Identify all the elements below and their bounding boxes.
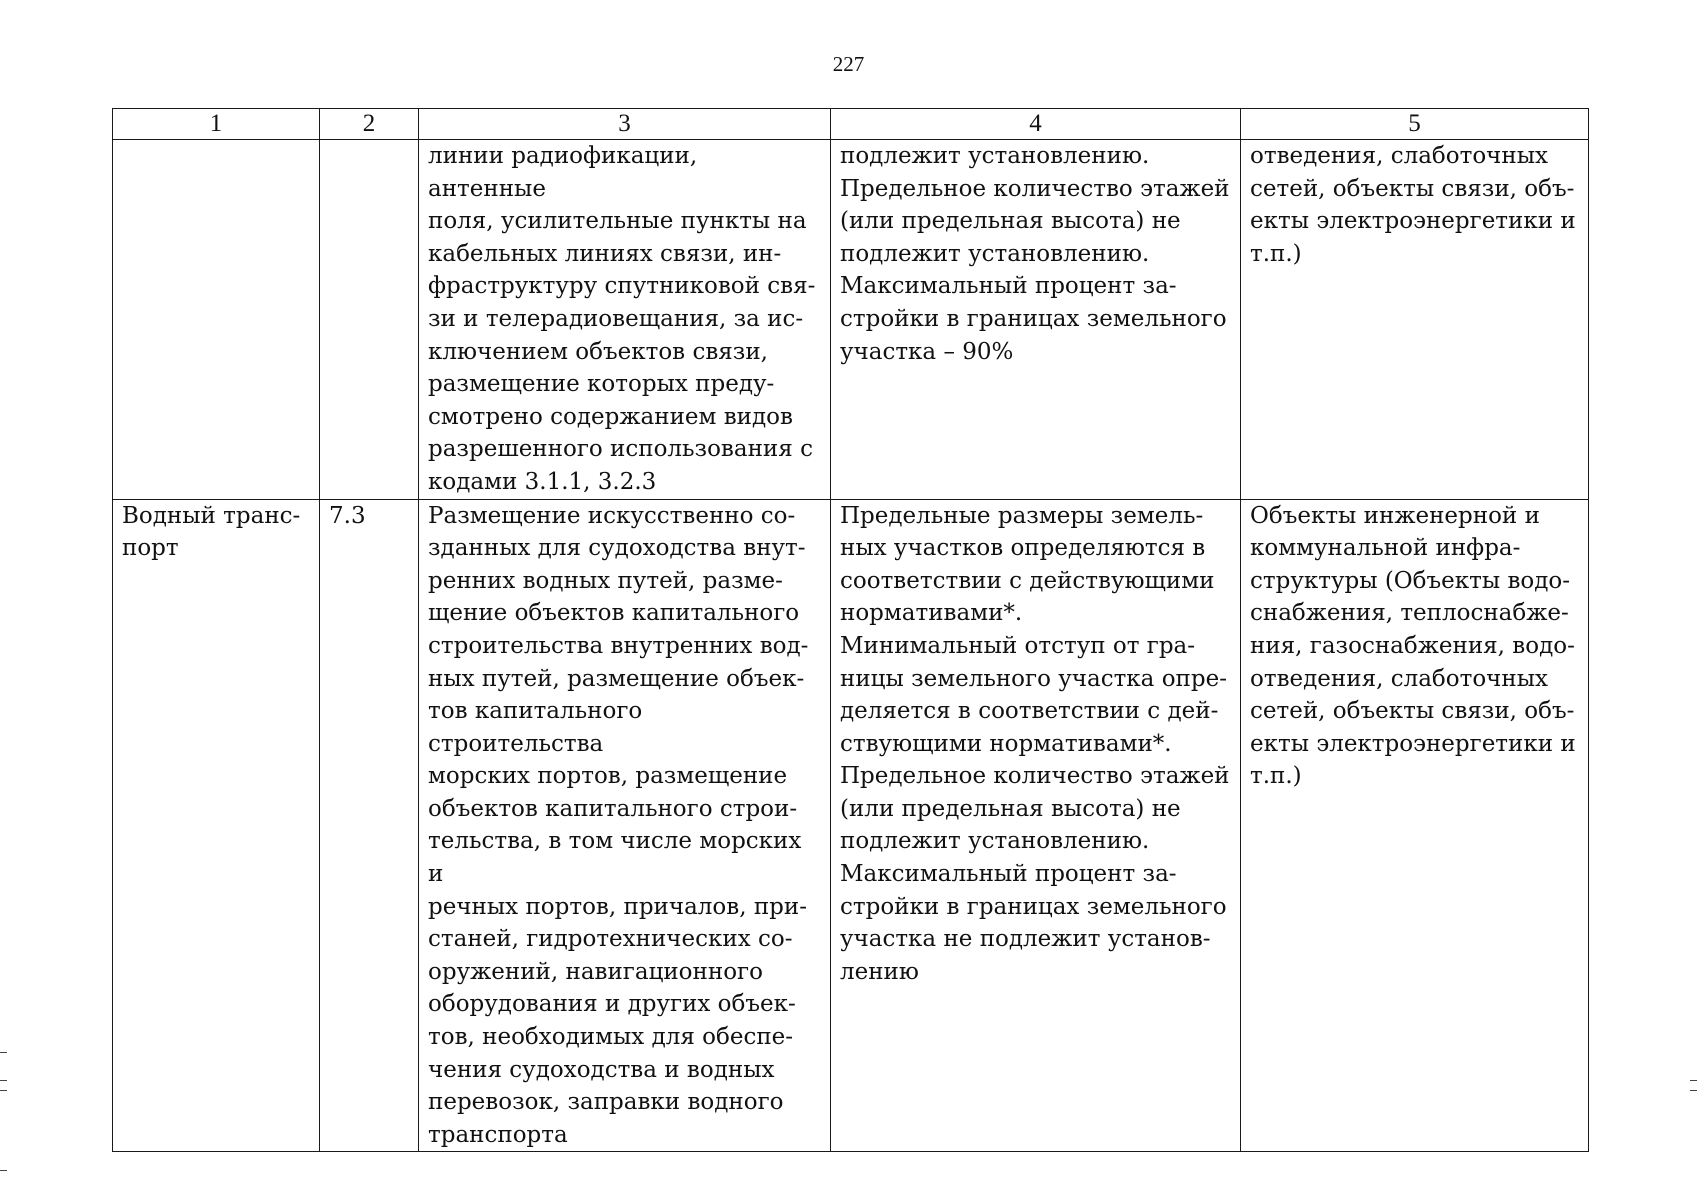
regulations-table xyxy=(112,108,1589,1152)
column-number-4: 4 xyxy=(831,109,1241,140)
use-type-code-cell xyxy=(320,140,419,500)
page-number: 227 xyxy=(832,52,865,76)
scan-edge-mark xyxy=(0,1080,7,1081)
auxiliary-cell xyxy=(1241,499,1589,1152)
use-type-description: линии радиофикации, антенные поля, усилительные пункты на кабельных линиях связи, ин- фраструктуру спутниковой свя- зи и телерадиовещания, за ис- ключением объектов связи, размещение которых преду- смотрено содержанием видов разрешенного использования с кодами 3.1.1, 3.2.3 xyxy=(428,143,816,495)
use-type-description: Размещение искусственно со- зданных для судоходства внут- ренних водных путей, разме- щение объектов капитального строительства внутренних вод- ных путей, размещение объек- тов капитального строительства морских портов, размещение объектов капитального строи- тельства, в том числе морских и речных портов, причалов, при- станей, гидротехнических со- оружений, навигационного оборудования и других объек- тов, необходимых для обеспе- чения судоходства и водных перевозок, заправки водного транспорта xyxy=(428,502,809,1148)
parameters-cell xyxy=(831,499,1241,1152)
auxiliary-cell xyxy=(1241,140,1589,500)
auxiliary-uses: Объекты инженерной и коммунальной инфра- структуры (Объекты водо- снабжения, теплоснабже- ния, газоснабжения, водо- отведения, слаботочных сетей, объекты связи, объ- екты электроэнергетики и т.п.) xyxy=(1250,502,1576,790)
column-number-1: 1 xyxy=(113,109,320,140)
column-number-5: 5 xyxy=(1241,109,1589,140)
table-row xyxy=(113,140,1589,500)
use-type-name-cell xyxy=(113,140,320,500)
scan-edge-mark xyxy=(0,1052,7,1053)
auxiliary-uses: отведения, слаботочных сетей, объекты связи, объ- екты электроэнергетики и т.п.) xyxy=(1250,143,1576,267)
construction-parameters: Предельные размеры земель- ных участков определяются в соответствии с действующими нормативами*. Минимальный отступ от гра- ницы земельного участка опре- деляется в соответствии с дей- ствующими нормативами*. Предельное количество этажей (или предельная высота) не подлежит установлению. Максимальный процент за- стройки в границах земельного участка не подлежит установ- лению xyxy=(840,502,1230,985)
use-type-name-cell xyxy=(113,499,320,1152)
scan-edge-mark xyxy=(0,1170,7,1171)
use-type-name: Водный транс- порт xyxy=(122,502,301,562)
scan-edge-mark xyxy=(1690,1080,1697,1081)
column-number-3: 3 xyxy=(419,109,831,140)
description-cell xyxy=(419,499,831,1152)
construction-parameters: подлежит установлению. Предельное количество этажей (или предельная высота) не подлежит установлению. Максимальный процент за- стройки в границах земельного участка – 90% xyxy=(840,143,1230,365)
column-number-2: 2 xyxy=(320,109,419,140)
use-type-code-cell xyxy=(320,499,419,1152)
table-row xyxy=(113,499,1589,1152)
scan-edge-mark xyxy=(1690,1090,1697,1091)
description-cell xyxy=(419,140,831,500)
header-row xyxy=(113,109,1589,140)
use-type-code: 7.3 xyxy=(329,502,366,529)
scan-edge-mark xyxy=(0,1090,7,1091)
table-header xyxy=(113,109,1589,140)
parameters-cell xyxy=(831,140,1241,500)
table-body xyxy=(113,140,1589,1152)
